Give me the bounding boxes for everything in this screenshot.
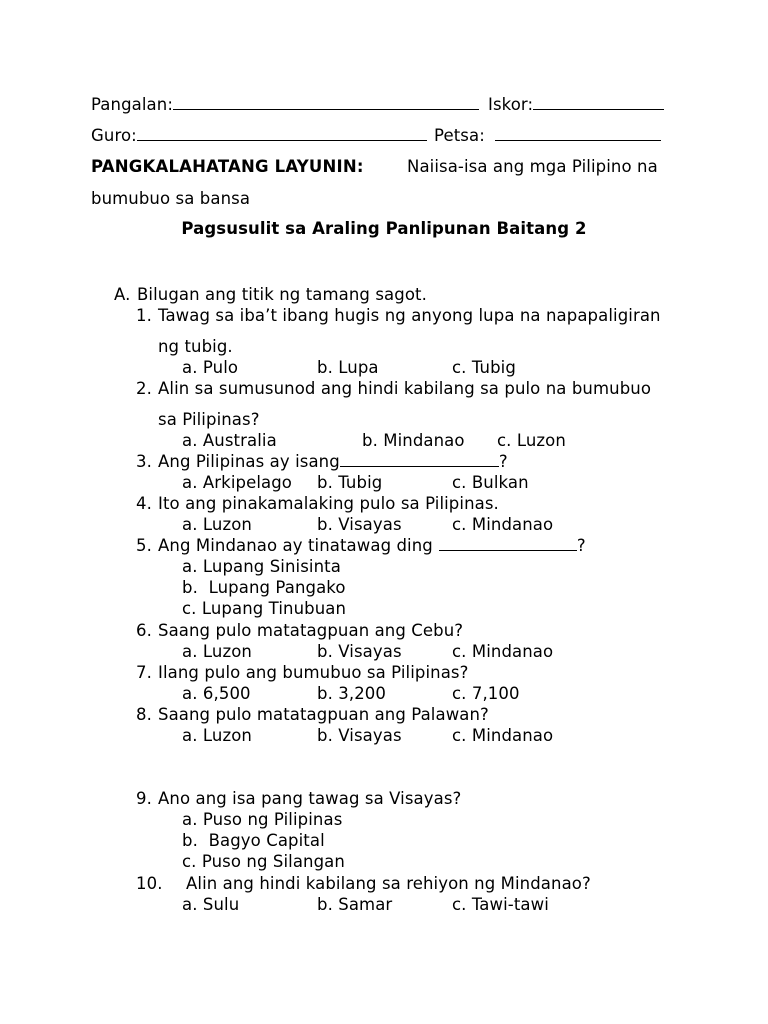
choice-b[interactable]: b. Bagyo Capital xyxy=(182,831,325,850)
question-number: 4. xyxy=(136,494,152,513)
choice-a[interactable]: a. Pulo xyxy=(182,358,239,377)
question-number: 1. xyxy=(136,306,152,325)
choice-c[interactable]: c. Mindanao xyxy=(452,726,554,745)
choice-c[interactable]: c. 7,100 xyxy=(452,684,520,703)
page-title: Pagsusulit sa Araling Panlipunan Baitang 2 xyxy=(181,219,587,238)
score-label: Iskor: xyxy=(488,95,534,114)
question-number: 3. xyxy=(136,452,152,471)
date-label: Petsa: xyxy=(434,126,485,145)
name-label: Pangalan: xyxy=(91,95,173,114)
teacher-line xyxy=(91,126,427,146)
question-text: Ang Pilipinas ay isang xyxy=(158,452,340,471)
question-text-cont: ng tubig. xyxy=(158,337,233,356)
question-text: Tawag sa iba’t ibang hugis ng anyong lupa na napapaligiran xyxy=(158,306,661,325)
choice-a[interactable]: a. Luzon xyxy=(182,726,252,745)
choice-b[interactable]: b. Samar xyxy=(317,895,393,914)
score-blank[interactable] xyxy=(533,95,664,110)
choice-c[interactable]: c. Tawi-tawi xyxy=(452,895,549,914)
choice-c[interactable]: c. Mindanao xyxy=(452,515,554,534)
question-number: 10. xyxy=(136,874,163,893)
question-text-line xyxy=(158,536,586,556)
teacher-label: Guro: xyxy=(91,126,137,145)
question-text: Alin ang hindi kabilang sa rehiyon ng Mindanao? xyxy=(186,874,591,893)
question-number: 9. xyxy=(136,789,152,808)
answer-blank[interactable] xyxy=(340,452,499,467)
score-line xyxy=(488,95,664,115)
choice-b[interactable]: b. Visayas xyxy=(317,642,402,661)
objective-text-1: Naiisa-isa ang mga Pilipino na xyxy=(407,157,658,176)
answer-blank[interactable] xyxy=(439,536,577,551)
date-blank[interactable] xyxy=(495,126,661,141)
choice-c[interactable]: c. Puso ng Silangan xyxy=(182,852,345,871)
question-number: 8. xyxy=(136,705,152,724)
choice-b[interactable]: b. Tubig xyxy=(317,473,383,492)
choice-c[interactable]: c. Lupang Tinubuan xyxy=(182,599,347,618)
question-number: 2. xyxy=(136,379,152,398)
choice-a[interactable]: a. Arkipelago xyxy=(182,473,293,492)
question-text: Ito ang pinakamalaking pulo sa Pilipinas. xyxy=(158,494,499,513)
question-text: Saang pulo matatagpuan ang Cebu? xyxy=(158,621,464,640)
choice-b[interactable]: b. Visayas xyxy=(317,515,402,534)
question-text: Ang Mindanao ay tinatawag ding xyxy=(158,536,433,555)
choice-c[interactable]: c. Mindanao xyxy=(452,642,554,661)
question-text: Ano ang isa pang tawag sa Visayas? xyxy=(158,789,462,808)
choice-b[interactable]: b. Lupa xyxy=(317,358,379,377)
choice-c[interactable]: c. Luzon xyxy=(497,431,566,450)
question-text: Saang pulo matatagpuan ang Palawan? xyxy=(158,705,489,724)
question-text-line xyxy=(158,452,508,472)
question-text-end: ? xyxy=(498,452,508,471)
question-number: 7. xyxy=(136,663,152,682)
choice-a[interactable]: a. 6,500 xyxy=(182,684,251,703)
choice-c[interactable]: c. Bulkan xyxy=(452,473,529,492)
choice-a[interactable]: a. Puso ng Pilipinas xyxy=(182,810,343,829)
choice-b[interactable]: b. 3,200 xyxy=(317,684,386,703)
choice-a[interactable]: a. Sulu xyxy=(182,895,240,914)
name-blank[interactable] xyxy=(173,95,479,110)
date-line xyxy=(434,126,661,146)
question-text: Ilang pulo ang bumubuo sa Pilipinas? xyxy=(158,663,469,682)
question-text-cont: sa Pilipinas? xyxy=(158,410,260,429)
choice-a[interactable]: a. Luzon xyxy=(182,515,252,534)
choice-a[interactable]: a. Lupang Sinisinta xyxy=(182,557,341,576)
choice-a[interactable]: a. Australia xyxy=(182,431,277,450)
question-number: 5. xyxy=(136,536,152,555)
choice-b[interactable]: b. Lupang Pangako xyxy=(182,578,346,597)
choice-b[interactable]: b. Mindanao xyxy=(362,431,465,450)
choice-b[interactable]: b. Visayas xyxy=(317,726,402,745)
question-text: Alin sa sumusunod ang hindi kabilang sa pulo na bumubuo xyxy=(158,379,652,398)
section-label: A. xyxy=(114,285,131,304)
choice-c[interactable]: c. Tubig xyxy=(452,358,516,377)
choice-a[interactable]: a. Luzon xyxy=(182,642,252,661)
question-number: 6. xyxy=(136,621,152,640)
objective-text-2: bumubuo sa bansa xyxy=(91,189,251,208)
section-instruction: Bilugan ang titik ng tamang sagot. xyxy=(137,285,427,304)
teacher-blank[interactable] xyxy=(137,126,427,141)
name-line xyxy=(91,95,479,115)
objective-label: PANGKALAHATANG LAYUNIN: xyxy=(91,157,364,176)
question-text-end: ? xyxy=(576,536,586,555)
